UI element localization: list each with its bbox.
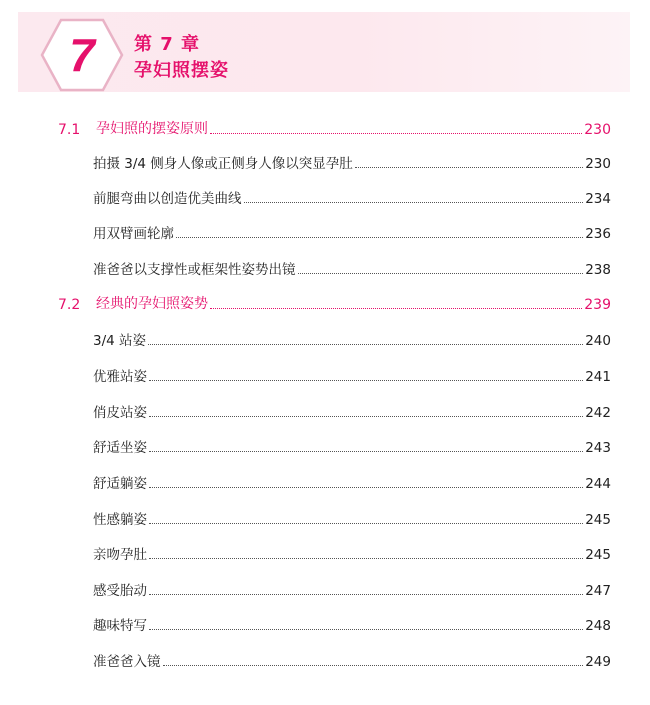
toc-item[interactable] [93, 432, 611, 456]
item-title: 用双臂画轮廓 [93, 226, 174, 242]
item-title: 前腿弯曲以创造优美曲线 [93, 191, 242, 207]
toc-item[interactable] [93, 254, 611, 278]
item-title: 感受胎动 [93, 583, 147, 599]
section-title: 经典的孕妇照姿势 [96, 296, 208, 312]
dot-leader [149, 486, 583, 488]
item-title: 俏皮站姿 [93, 405, 147, 421]
chapter-title: 孕妇照摆姿 [134, 60, 229, 81]
item-page: 241 [585, 369, 611, 385]
toc-section-7-1[interactable] [58, 114, 611, 138]
item-page: 247 [585, 583, 611, 599]
dot-leader [148, 343, 583, 345]
item-page: 243 [585, 440, 611, 456]
toc-item[interactable] [93, 361, 611, 385]
item-page: 245 [585, 512, 611, 528]
item-page: 234 [585, 191, 611, 207]
item-title: 拍摄 3/4 侧身人像或正侧身人像以突显孕肚 [93, 156, 353, 172]
dot-leader [163, 664, 584, 666]
chapter-label: 第 7 章 [134, 34, 201, 55]
item-title: 性感躺姿 [93, 512, 147, 528]
section-title: 孕妇照的摆姿原则 [96, 121, 208, 137]
dot-leader [210, 307, 582, 309]
dot-leader [149, 415, 583, 417]
item-page: 236 [585, 226, 611, 242]
item-title: 准爸爸入镜 [93, 654, 161, 670]
toc-item[interactable] [93, 148, 611, 172]
dot-leader [176, 236, 583, 238]
toc-item[interactable] [93, 610, 611, 634]
toc-item[interactable] [93, 504, 611, 528]
dot-leader [210, 132, 582, 134]
dot-leader [298, 272, 584, 274]
toc-item[interactable] [93, 539, 611, 563]
item-page: 245 [585, 547, 611, 563]
item-title: 舒适坐姿 [93, 440, 147, 456]
chapter-number: 7 [69, 29, 95, 81]
item-page: 248 [585, 618, 611, 634]
toc-section-7-2[interactable] [58, 289, 611, 313]
item-title: 准爸爸以支撑性或框架性姿势出镜 [93, 262, 296, 278]
item-title: 亲吻孕肚 [93, 547, 147, 563]
item-title: 趣味特写 [93, 618, 147, 634]
item-title: 3/4 站姿 [93, 333, 147, 349]
toc-item[interactable] [93, 397, 611, 421]
item-title: 优雅站姿 [93, 369, 147, 385]
dot-leader [149, 593, 583, 595]
toc-item[interactable] [93, 325, 611, 349]
section-number: 7.2 [58, 297, 81, 313]
item-page: 238 [585, 262, 611, 278]
section-page: 230 [584, 122, 611, 138]
toc-item[interactable] [93, 646, 611, 670]
dot-leader [355, 166, 583, 168]
toc-item[interactable] [93, 575, 611, 599]
item-page: 249 [585, 654, 611, 670]
section-page: 239 [584, 297, 611, 313]
section-number: 7.1 [58, 122, 81, 138]
item-page: 242 [585, 405, 611, 421]
dot-leader [149, 628, 583, 630]
item-page: 240 [585, 333, 611, 349]
dot-leader [149, 522, 583, 524]
dot-leader [149, 557, 583, 559]
toc-item[interactable] [93, 218, 611, 242]
item-title: 舒适躺姿 [93, 476, 147, 492]
item-page: 244 [585, 476, 611, 492]
dot-leader [244, 201, 584, 203]
dot-leader [149, 379, 583, 381]
item-page: 230 [585, 156, 611, 172]
dot-leader [149, 450, 583, 452]
toc-item[interactable] [93, 468, 611, 492]
toc-item[interactable] [93, 183, 611, 207]
